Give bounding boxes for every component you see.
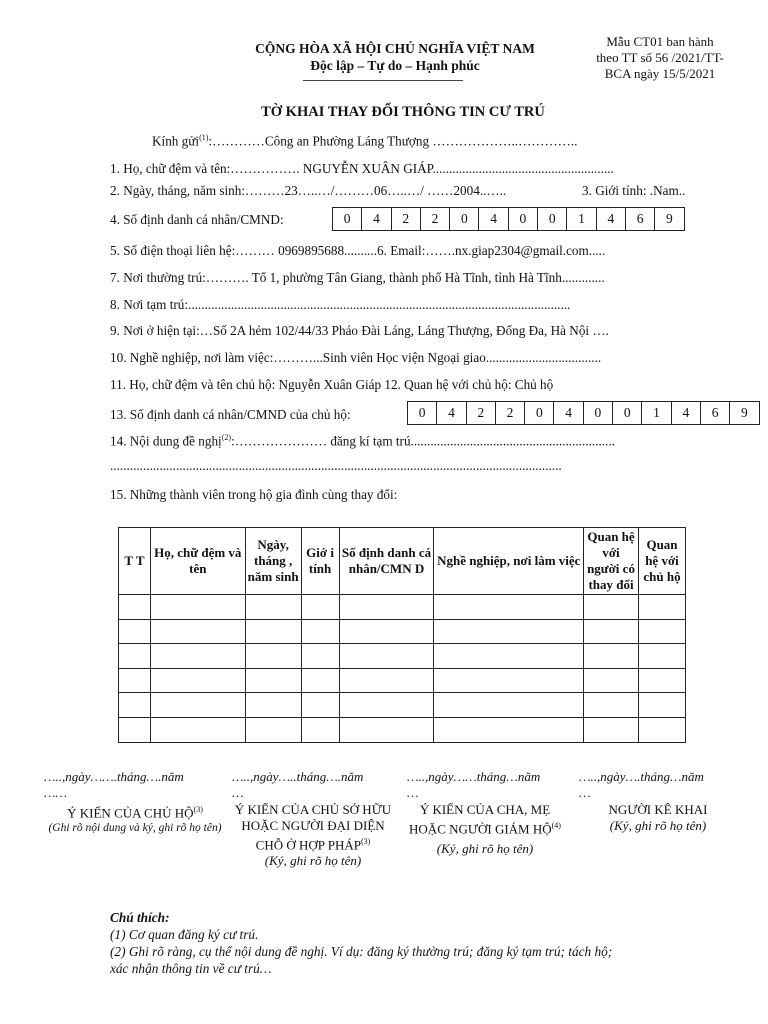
- table-header-cell: Quan hệ với người có thay đổi: [584, 528, 639, 595]
- head-id-digit: 9: [730, 401, 759, 425]
- id-digit: 0: [333, 207, 362, 231]
- permanent-residence-field: 7. Nơi thường trú:………. Tổ 1, phường Tân Giang, thành phố Hà Tĩnh, tỉnh Hà Tĩnh.............: [110, 270, 605, 285]
- sig-title-1: Ý KIẾN CỦA CHỦ HỘ: [67, 805, 194, 821]
- occupation-field: 10. Nghề nghiệp, nơi làm việc:………...Sinh viên Học viện Ngoại giao...................................: [110, 350, 602, 365]
- sig-title-3: Ý KIẾN CỦA CHA, MẸ HOẶC NGƯỜI GIÁM HỘ: [409, 802, 552, 837]
- table-cell: [119, 595, 151, 620]
- table-cell: [301, 644, 339, 669]
- table-cell: [245, 644, 301, 669]
- temporary-residence-field: 8. Nơi tạm trú:....................................................................................................................: [110, 297, 571, 312]
- table-header-cell: T T: [119, 528, 151, 595]
- table-cell: [119, 668, 151, 693]
- request-value: :………………… đăng kí tạm trú..............................................................: [231, 433, 615, 449]
- head-id-digit: 0: [613, 401, 642, 425]
- table-cell: [434, 693, 584, 718]
- id-digit: 0: [509, 207, 538, 231]
- table-cell: [150, 693, 245, 718]
- table-cell: [584, 644, 639, 669]
- form-note-line3: BCA ngày 15/5/2021: [604, 66, 716, 81]
- sig-title-4: NGƯỜI KÊ KHAI: [608, 802, 708, 817]
- sig-note-2: (Ký, ghi rõ họ tên): [264, 853, 362, 869]
- table-cell: [434, 595, 584, 620]
- form-title: TỜ KHAI THAY ĐỔI THÔNG TIN CƯ TRÚ: [261, 104, 545, 120]
- table-cell: [584, 693, 639, 718]
- sig-date-2: …..,ngày…..tháng….năm: [232, 769, 364, 784]
- head-id-digit: 4: [554, 401, 583, 425]
- owner-opinion: [228, 802, 398, 869]
- note-ref-3a: (3): [193, 805, 203, 814]
- table-header-cell: Giớ i tính: [301, 528, 339, 595]
- table-cell: [638, 619, 685, 644]
- full-name-field: 1. Họ, chữ đệm và tên:……………. NGUYỄN XUÂN GIÁP.......................................................: [110, 161, 614, 176]
- id-digit: 1: [567, 207, 596, 231]
- table-row: [119, 619, 686, 644]
- motto: Độc lập – Tự do – Hạnh phúc: [310, 58, 480, 73]
- table-header-cell: Ngày, tháng , năm sinh: [245, 528, 301, 595]
- sig-note-3: (Ký, ghi rõ họ tên): [436, 841, 534, 857]
- table-cell: [301, 693, 339, 718]
- table-cell: [434, 717, 584, 742]
- table-cell: [434, 644, 584, 669]
- table-cell: [150, 595, 245, 620]
- table-cell: [119, 693, 151, 718]
- table-cell: [245, 619, 301, 644]
- table-cell: [638, 668, 685, 693]
- id-digit: 4: [597, 207, 626, 231]
- table-cell: [301, 668, 339, 693]
- id-digit: 0: [538, 207, 567, 231]
- table-cell: [245, 693, 301, 718]
- sig-note-4: (Ký, ghi rõ họ tên): [609, 818, 707, 833]
- note-ref-3b: (3): [361, 837, 371, 846]
- table-cell: [301, 619, 339, 644]
- form-note-line1: Mẫu CT01 ban hành: [606, 34, 714, 49]
- note-ref-4: (4): [551, 821, 561, 830]
- table-header-cell: Nghề nghiệp, nơi làm việc: [434, 528, 584, 595]
- members-table: [118, 527, 686, 743]
- form-template-note: [580, 34, 740, 82]
- recipient-line: [152, 133, 577, 149]
- sig-date-3-tail: …: [407, 785, 419, 800]
- request-continuation: .........................................................................................................................................: [110, 458, 562, 473]
- head-id-digit: 6: [701, 401, 730, 425]
- household-head-field: 11. Họ, chữ đệm và tên chủ hộ: Nguyễn Xuân Giáp 12. Quan hệ với chủ hộ: Chủ hộ: [110, 377, 554, 392]
- table-cell: [339, 717, 434, 742]
- table-cell: [638, 595, 685, 620]
- table-header-cell: Quan hệ với chủ hộ: [638, 528, 685, 595]
- table-row: [119, 595, 686, 620]
- id-digit: 0: [450, 207, 479, 231]
- sig-date-4: …..,ngày….tháng…năm: [579, 769, 704, 784]
- recipient-value: :…………Công an Phường Láng Thượng ………………..…………..: [208, 133, 578, 149]
- note-2: (2) Ghi rõ ràng, cụ thể nội dung đề nghị. Ví dụ: đăng ký thường trú; đăng ký tạm trú; tách hộ;: [110, 944, 613, 959]
- id-digit: 4: [362, 207, 391, 231]
- gender-field: 3. Giới tính: .Nam..: [582, 183, 686, 198]
- table-row: [119, 717, 686, 742]
- kinh-gui-label: Kính gửi: [152, 133, 200, 149]
- head-id-digit: 2: [496, 401, 525, 425]
- table-cell: [339, 644, 434, 669]
- table-row: [119, 668, 686, 693]
- table-cell: [638, 717, 685, 742]
- declarant-signature: [578, 802, 738, 834]
- table-cell: [584, 668, 639, 693]
- id-number-label: 4. Số định danh cá nhân/CMND:: [110, 212, 284, 227]
- id-digit: 2: [392, 207, 421, 231]
- table-cell: [301, 717, 339, 742]
- table-cell: [434, 668, 584, 693]
- table-cell: [119, 644, 151, 669]
- members-heading: 15. Những thành viên trong hộ gia đình cùng thay đổi:: [110, 487, 398, 502]
- table-cell: [245, 717, 301, 742]
- request-content-field: [110, 433, 615, 449]
- head-id-label: 13. Số định danh cá nhân/CMND của chủ hộ:: [110, 407, 351, 422]
- head-id-digit: 0: [408, 401, 437, 425]
- id-digit: 4: [479, 207, 508, 231]
- table-cell: [301, 595, 339, 620]
- table-cell: [339, 595, 434, 620]
- table-cell: [150, 717, 245, 742]
- motto-underline: [303, 80, 463, 81]
- table-cell: [339, 668, 434, 693]
- table-row: [119, 693, 686, 718]
- notes-heading: Chú thích:: [110, 910, 170, 925]
- table-cell: [119, 717, 151, 742]
- table-cell: [119, 619, 151, 644]
- id-digit: 2: [421, 207, 450, 231]
- table-header-row: [119, 528, 686, 595]
- table-cell: [434, 619, 584, 644]
- table-header-cell: Họ, chữ đệm và tên: [150, 528, 245, 595]
- table-header-cell: Số định danh cá nhân/CMN D: [339, 528, 434, 595]
- phone-email-field: 5. Số điện thoại liên hệ:……… 0969895688..........6. Email:…….nx.giap2304@gmail.com.....: [110, 243, 606, 258]
- note-ref-2: (2): [221, 433, 232, 442]
- sig-date-4-tail: …: [579, 785, 591, 800]
- head-id-digit: 4: [437, 401, 466, 425]
- table-cell: [245, 595, 301, 620]
- table-cell: [584, 619, 639, 644]
- current-residence-field: 9. Nơi ở hiện tại:…Số 2A hẻm 102/44/33 Pháo Đài Láng, Láng Thượng, Đống Đa, Hà Nội ….: [110, 323, 609, 338]
- table-cell: [339, 693, 434, 718]
- form-note-line2: theo TT số 56 /2021/TT-: [596, 50, 724, 65]
- national-title: CỘNG HÒA XÃ HỘI CHỦ NGHĨA VIỆT NAM: [255, 41, 535, 56]
- id-digit: 9: [655, 207, 684, 231]
- table-cell: [245, 668, 301, 693]
- guardian-opinion: [400, 802, 570, 857]
- head-id-digit: 0: [584, 401, 613, 425]
- table-cell: [150, 619, 245, 644]
- head-id-digit: 1: [642, 401, 671, 425]
- note-1: (1) Cơ quan đăng ký cư trú.: [110, 927, 259, 942]
- sig-date-3: …..,ngày……tháng…năm: [407, 769, 541, 784]
- birth-date-field: 2. Ngày, tháng, năm sinh:………23…..…/………06…..…/ ……2004..…..: [110, 183, 507, 198]
- table-cell: [150, 668, 245, 693]
- id-digit: 6: [626, 207, 655, 231]
- table-cell: [638, 693, 685, 718]
- sig-note-1: (Ghi rõ nội dung và ký, ghi rõ họ tên): [48, 822, 222, 835]
- table-cell: [339, 619, 434, 644]
- id-number-boxes: [332, 207, 685, 231]
- head-id-digit: 2: [467, 401, 496, 425]
- table-cell: [584, 595, 639, 620]
- head-id-boxes: [407, 401, 760, 425]
- request-label: 14. Nội dung đề nghị: [110, 433, 222, 449]
- sig-title-2: Ý KIẾN CỦA CHỦ SỞ HỮU HOẶC NGƯỜI ĐẠI DIỆN CHỖ Ở HỢP PHÁP: [234, 802, 392, 853]
- head-id-digit: 0: [525, 401, 554, 425]
- head-id-digit: 4: [672, 401, 701, 425]
- note-2-continued: xác nhận thông tin về cư trú…: [110, 961, 272, 976]
- table-row: [119, 644, 686, 669]
- household-head-opinion: [40, 802, 230, 836]
- sig-date-2-tail: …: [232, 785, 244, 800]
- table-cell: [150, 644, 245, 669]
- note-ref-1: (1): [199, 133, 209, 142]
- sig-date-1: …..,ngày…….tháng….năm: [44, 769, 184, 784]
- table-cell: [584, 717, 639, 742]
- sig-date-1-tail: ……: [44, 785, 68, 800]
- table-cell: [638, 644, 685, 669]
